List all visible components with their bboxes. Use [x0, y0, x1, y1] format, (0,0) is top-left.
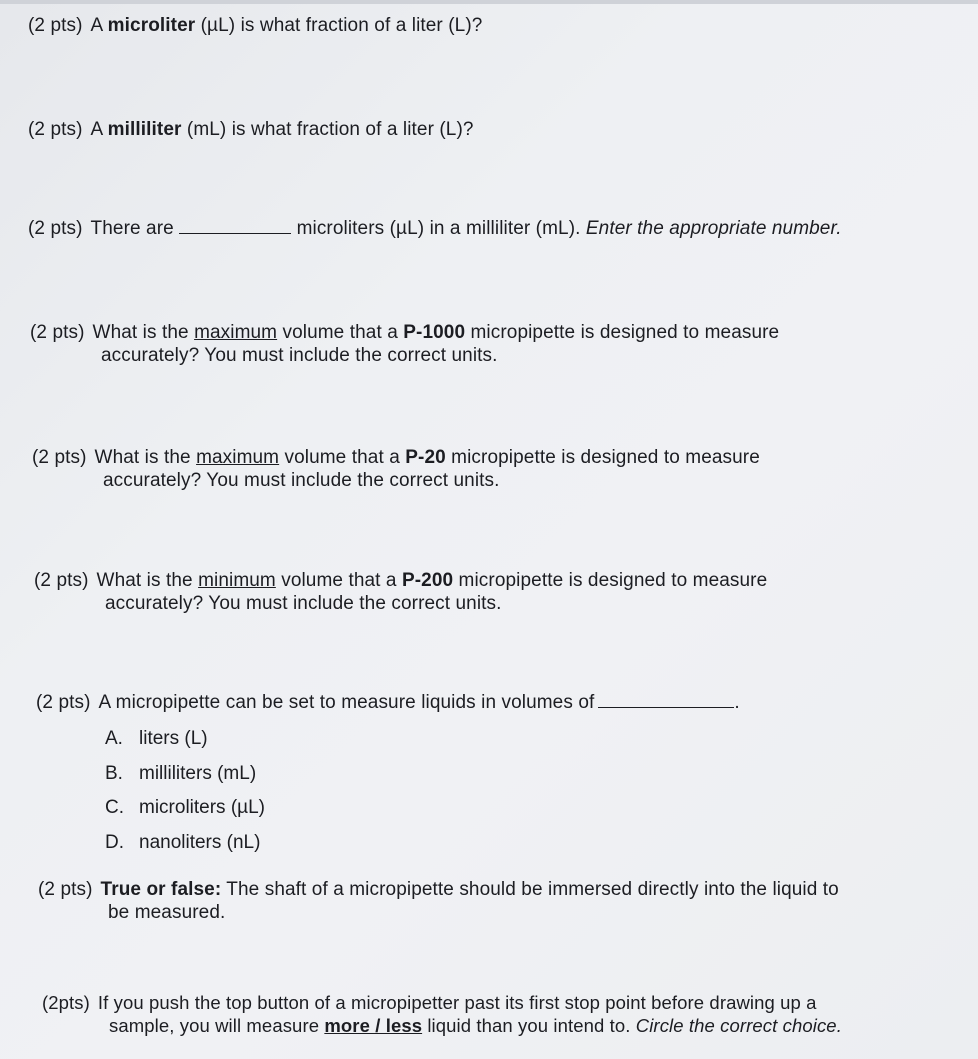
- question-underlined-term: maximum: [194, 322, 278, 343]
- question-2: [28, 118, 474, 141]
- question-underlined-term: minimum: [198, 570, 276, 591]
- question-text: What is the: [94, 447, 197, 468]
- question-continuation: accurately? You must include the correct units.: [105, 593, 502, 614]
- question-text: (µL) is what fraction of a liter (L)?: [195, 15, 483, 36]
- question-instruction: Circle the correct choice.: [635, 1015, 842, 1036]
- answer-option-d[interactable]: [105, 826, 265, 861]
- question-8: [38, 878, 839, 924]
- question-bold-term: milliliter: [107, 119, 182, 140]
- question-text: If you push the top button of a micropipetter past its first stop point before drawing up a: [97, 992, 817, 1013]
- question-text: microliters (µL) in a milliliter (mL).: [291, 218, 586, 239]
- question-text: volume that a: [279, 447, 406, 468]
- option-letter: D.: [105, 831, 124, 853]
- question-points: (2pts): [42, 992, 90, 1013]
- question-points: (2 pts): [32, 447, 87, 468]
- option-text: milliliters (mL): [139, 762, 257, 784]
- question-continuation: be measured.: [108, 902, 226, 923]
- question-text: sample, you will measure: [109, 1015, 325, 1036]
- question-points: (2 pts): [36, 692, 91, 713]
- question-points: (2 pts): [30, 322, 85, 343]
- question-points: (2 pts): [28, 15, 83, 36]
- question-text: .: [734, 692, 740, 713]
- answer-options: [105, 722, 265, 860]
- answer-option-a[interactable]: [105, 722, 265, 757]
- question-instruction: Enter the appropriate number.: [585, 218, 842, 239]
- question-bold-term: microliter: [107, 15, 196, 36]
- question-points: (2 pts): [28, 119, 83, 140]
- option-text: microliters (µL): [139, 797, 266, 818]
- question-continuation: [109, 1014, 842, 1037]
- answer-blank[interactable]: [179, 219, 291, 234]
- question-underlined-term: maximum: [196, 447, 280, 468]
- question-text: micropipette is designed to measure: [453, 570, 768, 591]
- option-letter: A.: [105, 728, 123, 749]
- question-5: [32, 446, 760, 492]
- answer-blank[interactable]: [598, 693, 734, 708]
- question-points: (2 pts): [28, 218, 83, 239]
- question-bold-term: True or false:: [100, 879, 222, 900]
- question-choice-more-less[interactable]: more / less: [324, 1015, 423, 1036]
- answer-option-c[interactable]: [105, 791, 265, 826]
- option-letter: B.: [105, 762, 123, 784]
- question-3: [28, 217, 842, 240]
- question-text: volume that a: [275, 570, 402, 591]
- question-9: [42, 991, 842, 1037]
- option-letter: C.: [105, 797, 124, 818]
- question-points: (2 pts): [34, 570, 89, 591]
- question-bold-term: P-1000: [403, 322, 466, 343]
- question-text: There are: [90, 218, 180, 239]
- question-text: A: [90, 15, 108, 36]
- question-4: [30, 321, 779, 367]
- question-1: [28, 14, 482, 37]
- question-text: micropipette is designed to measure: [445, 447, 760, 468]
- question-text: (mL) is what fraction of a liter (L)?: [181, 119, 474, 140]
- question-text: What is the: [96, 570, 199, 591]
- question-continuation: accurately? You must include the correct units.: [103, 470, 500, 491]
- question-7: [36, 691, 740, 714]
- page-top-edge: [0, 0, 978, 4]
- question-text: volume that a: [277, 322, 404, 343]
- question-text: What is the: [92, 322, 195, 343]
- option-text: nanoliters (nL): [139, 831, 261, 853]
- question-continuation: accurately? You must include the correct units.: [101, 345, 498, 366]
- question-6: [34, 569, 767, 615]
- question-text: A: [90, 119, 108, 140]
- answer-option-b[interactable]: [105, 757, 265, 792]
- question-bold-term: P-20: [405, 447, 446, 468]
- question-bold-term: P-200: [401, 570, 454, 591]
- question-text: The shaft of a micropipette should be immersed directly into the liquid to: [221, 879, 839, 900]
- question-points: (2 pts): [38, 879, 93, 900]
- question-text: micropipette is designed to measure: [465, 322, 780, 343]
- option-text: liters (L): [139, 728, 208, 749]
- question-text: A micropipette can be set to measure liquids in volumes of: [98, 692, 595, 713]
- question-text: liquid than you intend to.: [422, 1015, 636, 1036]
